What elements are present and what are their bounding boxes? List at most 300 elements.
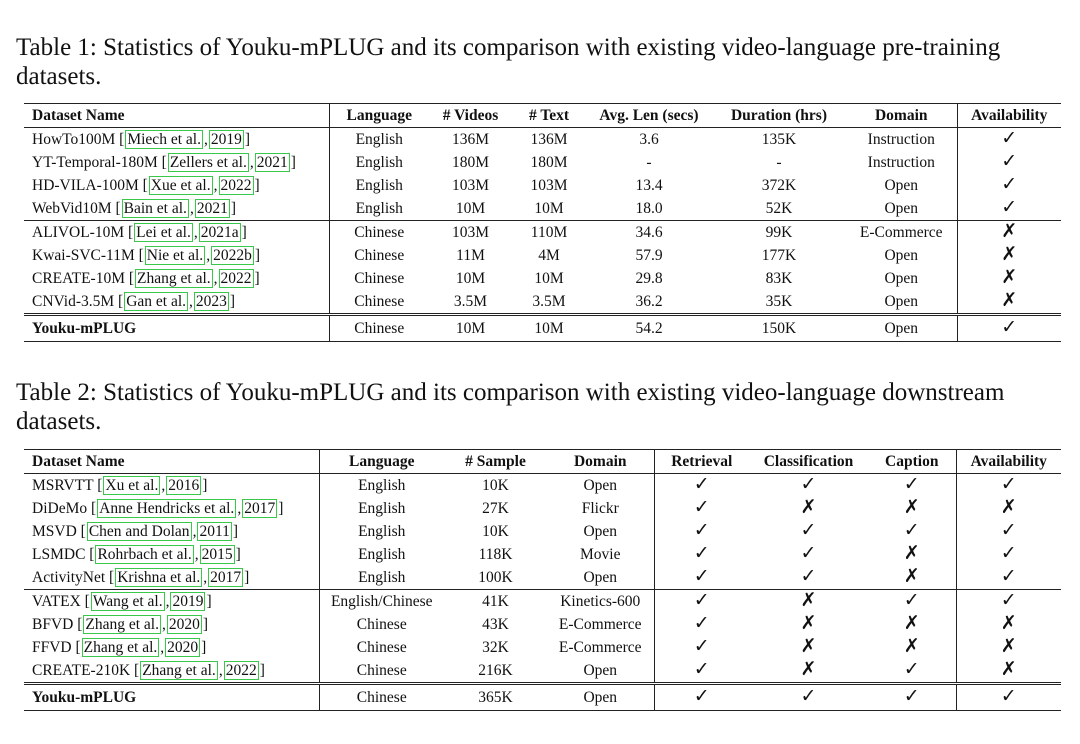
- col-header-videos: # Videos: [442, 106, 499, 124]
- text-cell: 3.5M: [532, 292, 566, 310]
- dataset-name: Youku-mPLUG: [24, 684, 319, 711]
- text-cell: 10M: [534, 319, 564, 337]
- duration-cell: 99K: [712, 221, 846, 245]
- dataset-name: MSRVTT [ Xu et al. , 2016 ]: [24, 474, 319, 498]
- table-row: [24, 197, 1061, 221]
- videos-cell: 103M: [429, 221, 512, 245]
- citation-link[interactable]: Gan et al.: [126, 292, 187, 310]
- check-mark-icon: ✓: [693, 542, 710, 564]
- check-mark-icon: ✓: [693, 565, 710, 587]
- caption-cell: [868, 543, 956, 566]
- caption-cell: [868, 520, 956, 543]
- classification-cell: [749, 543, 868, 566]
- col-header-text: # Text: [528, 106, 570, 124]
- dataset-name-text: ActivityNet [: [32, 568, 115, 586]
- caption-cell: [868, 659, 956, 684]
- citation-year-link[interactable]: 2021: [196, 199, 228, 217]
- classification-cell: [749, 684, 868, 711]
- citation-close-bracket: ]: [241, 223, 247, 241]
- table-row: [24, 151, 1061, 174]
- language-cell: Chinese: [354, 246, 405, 264]
- citation-close-bracket: ]: [254, 269, 260, 287]
- duration-cell: 372K: [761, 176, 797, 194]
- table-row: [24, 566, 1061, 590]
- citation-link[interactable]: Rohrbach et al.: [97, 545, 192, 563]
- language-cell: Chinese: [354, 319, 405, 337]
- check-mark-icon: ✓: [693, 519, 710, 541]
- domain-cell: Movie: [547, 543, 654, 566]
- classification-cell: [749, 566, 868, 590]
- language-cell: English: [355, 176, 403, 194]
- availability-cell: [956, 497, 1061, 520]
- check-mark-icon: ✓: [903, 589, 920, 611]
- citation-year-link[interactable]: 2019: [172, 592, 204, 610]
- citation-close-bracket: ]: [230, 199, 236, 217]
- language-cell: English/Chinese: [319, 590, 444, 614]
- citation-close-bracket: ]: [235, 545, 241, 563]
- videos-cell: 180M: [451, 153, 490, 171]
- availability-cell: [956, 543, 1061, 566]
- check-mark-icon: ✓: [1001, 173, 1018, 195]
- citation-link[interactable]: Miech et al.: [127, 130, 201, 148]
- table-row: [24, 613, 1061, 636]
- cross-mark-icon: ✗: [903, 612, 920, 634]
- citation-year-link[interactable]: 2020: [167, 638, 199, 656]
- table-row: [24, 290, 1061, 315]
- col-header-language: Language: [349, 452, 415, 470]
- retrieval-cell: [654, 613, 749, 636]
- availability-cell: [957, 197, 1061, 221]
- cross-mark-icon: ✗: [1001, 289, 1018, 311]
- citation-year-link[interactable]: 2022: [220, 176, 252, 194]
- caption-cell: [868, 566, 956, 590]
- avg-len-cell: 13.4: [635, 176, 663, 194]
- classification-cell: [749, 474, 868, 498]
- duration-cell: 52K: [765, 199, 793, 217]
- citation-year-link[interactable]: 2016: [168, 476, 200, 494]
- dataset-name: HD-VILA-100M [ Xue et al. , 2022 ]: [24, 174, 329, 197]
- check-mark-icon: ✓: [693, 635, 710, 657]
- check-mark-icon: ✓: [800, 473, 817, 495]
- citation-close-bracket: ]: [206, 592, 212, 610]
- col-header-caption: Caption: [868, 450, 956, 474]
- domain-cell: E-Commerce: [547, 636, 654, 659]
- citation-link[interactable]: Zellers et al.: [169, 153, 247, 171]
- citation-close-bracket: ]: [202, 476, 208, 494]
- avg-len-cell: 29.8: [635, 269, 663, 287]
- check-mark-icon: ✓: [693, 658, 710, 680]
- table-row: [24, 497, 1061, 520]
- duration-cell: -: [776, 153, 782, 171]
- table2-downstream-datasets: [24, 449, 1061, 711]
- retrieval-cell: [654, 543, 749, 566]
- col-header-domain: Domain: [846, 104, 957, 128]
- citation-year-link[interactable]: 2020: [168, 615, 200, 633]
- retrieval-cell: [654, 659, 749, 684]
- citation-year-link[interactable]: 2021: [256, 153, 288, 171]
- citation-close-bracket: ]: [202, 615, 209, 633]
- domain-cell: Open: [547, 520, 654, 543]
- table2-header-row: [24, 450, 1061, 474]
- check-mark-icon: ✓: [693, 589, 710, 611]
- col-header-classification: Classification: [763, 452, 854, 470]
- avg-len-cell: 18.0: [635, 199, 663, 217]
- videos-cell: 136M: [451, 130, 490, 148]
- videos-cell: 10M: [455, 269, 486, 287]
- cross-mark-icon: ✗: [800, 589, 817, 611]
- language-cell: English: [355, 153, 403, 171]
- table-row: [24, 520, 1061, 543]
- citation-close-bracket: ]: [254, 176, 260, 194]
- table1-caption: Table 1: Statistics of Youku-mPLUG and its comparison with existing video-language pre-training datasets.: [16, 34, 1001, 90]
- table-row: [24, 474, 1061, 498]
- citation-year-link[interactable]: 2022b: [213, 246, 252, 264]
- table1-header-row: [24, 104, 1061, 128]
- dataset-name-text: YT-Temporal-180M [: [32, 153, 167, 171]
- domain-cell: E-Commerce: [846, 221, 957, 245]
- text-cell: 180M: [530, 153, 568, 171]
- table-row: [24, 659, 1061, 684]
- availability-cell: [956, 613, 1061, 636]
- language-cell: English: [358, 476, 406, 494]
- check-mark-icon: ✓: [800, 685, 817, 707]
- text-cell: 10M: [534, 269, 564, 287]
- check-mark-icon: ✓: [800, 519, 817, 541]
- cross-mark-icon: ✗: [1001, 243, 1018, 265]
- duration-cell: 177K: [761, 246, 797, 264]
- dataset-name-text: BFVD [: [32, 615, 83, 633]
- table2-youku-row: [24, 684, 1061, 711]
- citation-year-link[interactable]: 2023: [195, 292, 227, 310]
- cross-mark-icon: ✗: [1000, 658, 1017, 680]
- citation-link[interactable]: Chen and Dolan: [88, 522, 190, 540]
- check-mark-icon: ✓: [1000, 473, 1017, 495]
- classification-cell: [749, 590, 868, 614]
- text-cell: 4M: [538, 246, 560, 264]
- citation-close-bracket: ]: [254, 246, 260, 264]
- table-row: [24, 543, 1061, 566]
- col-header-sample: # Sample: [465, 452, 526, 470]
- retrieval-cell: [654, 520, 749, 543]
- domain-cell: Instruction: [846, 151, 957, 174]
- table-row: [24, 174, 1061, 197]
- sample-cell: 41K: [444, 590, 547, 614]
- caption-cell: [868, 590, 956, 614]
- availability-cell: [956, 590, 1061, 614]
- citation-link[interactable]: Krishna et al.: [117, 568, 201, 586]
- col-header-language: Language: [346, 106, 412, 124]
- citation-year-link[interactable]: 2017: [244, 499, 276, 517]
- citation-link[interactable]: Wang et al.: [92, 592, 163, 610]
- citation-link[interactable]: Xue et al.: [150, 176, 211, 194]
- check-mark-icon: ✓: [903, 685, 920, 707]
- classification-cell: [749, 613, 868, 636]
- citation-link[interactable]: Zhang et al.: [85, 615, 159, 633]
- cross-mark-icon: ✗: [1001, 266, 1018, 288]
- dataset-name: WebVid10M [ Bain et al. , 2021 ]: [24, 197, 329, 221]
- citation-close-bracket: ]: [244, 568, 250, 586]
- dataset-name: ActivityNet [ Krishna et al. , 2017 ]: [24, 566, 319, 590]
- language-cell: Chinese: [356, 638, 407, 656]
- cross-mark-icon: ✗: [800, 496, 817, 518]
- sample-cell: 118K: [478, 545, 513, 563]
- retrieval-cell: [654, 684, 749, 711]
- caption-cell: [868, 636, 956, 659]
- domain-cell: Open: [846, 244, 957, 267]
- avg-len-cell: 57.9: [635, 246, 663, 264]
- cross-mark-icon: ✗: [1000, 496, 1017, 518]
- table-row: [24, 267, 1061, 290]
- retrieval-cell: [654, 590, 749, 614]
- caption-cell: [868, 684, 956, 711]
- check-mark-icon: ✓: [903, 658, 920, 680]
- table1-pretraining-datasets: [24, 103, 1061, 342]
- duration-cell: 35K: [765, 292, 793, 310]
- check-mark-icon: ✓: [1000, 519, 1017, 541]
- citation-year-link[interactable]: 2015: [201, 545, 233, 563]
- sample-cell: 216K: [478, 661, 513, 679]
- availability-cell: [957, 290, 1061, 315]
- classification-cell: [749, 520, 868, 543]
- availability-cell: [957, 221, 1061, 245]
- domain-cell: Open: [846, 315, 957, 342]
- citation-link[interactable]: Zhang et al.: [83, 638, 158, 656]
- dataset-name-text: VATEX [: [32, 592, 90, 610]
- citation-year-link[interactable]: 2021a: [200, 223, 239, 241]
- text-cell: 10M: [534, 199, 564, 217]
- check-mark-icon: ✓: [1000, 685, 1017, 707]
- videos-cell: 10M: [455, 319, 486, 337]
- dataset-name-text: FFVD [: [32, 638, 81, 656]
- citation-link[interactable]: Lei et al.: [136, 223, 191, 241]
- language-cell: English: [358, 499, 406, 517]
- domain-cell: Instruction: [846, 128, 957, 152]
- check-mark-icon: ✓: [1000, 589, 1017, 611]
- col-header-duration: Duration (hrs): [730, 106, 827, 124]
- avg-len-cell: -: [646, 153, 652, 171]
- duration-cell: 83K: [765, 269, 793, 287]
- availability-cell: [957, 315, 1061, 342]
- language-cell: English: [358, 568, 406, 586]
- sample-cell: 10K: [482, 522, 509, 540]
- videos-cell: 11M: [456, 246, 485, 264]
- availability-cell: [957, 244, 1061, 267]
- check-mark-icon: ✓: [693, 496, 710, 518]
- citation-year-link[interactable]: 2017: [210, 568, 242, 586]
- language-cell: English: [355, 130, 403, 148]
- sample-cell: 365K: [478, 688, 513, 706]
- citation-link[interactable]: Zhang et al.: [137, 269, 211, 287]
- language-cell: English: [358, 522, 406, 540]
- citation-close-bracket: ]: [232, 522, 239, 540]
- dataset-name: CREATE-10M [ Zhang et al. , 2022 ]: [24, 267, 329, 290]
- classification-cell: [749, 636, 868, 659]
- citation-year-link[interactable]: 2011: [199, 522, 230, 540]
- citation-close-bracket: ]: [290, 153, 296, 171]
- dataset-name-text: MSRVTT [: [32, 476, 103, 494]
- check-mark-icon: ✓: [1000, 565, 1017, 587]
- citation-close-bracket: ]: [201, 638, 207, 656]
- domain-cell: Open: [846, 174, 957, 197]
- citation-link[interactable]: Xu et al.: [105, 476, 159, 494]
- citation-year-link[interactable]: 2022: [220, 269, 252, 287]
- retrieval-cell: [654, 636, 749, 659]
- check-mark-icon: ✓: [1001, 316, 1018, 338]
- dataset-name-text: WebVid10M [: [32, 199, 121, 217]
- sample-cell: 32K: [482, 638, 509, 656]
- check-mark-icon: ✓: [1001, 196, 1018, 218]
- cross-mark-icon: ✗: [903, 496, 920, 518]
- duration-cell: 135K: [761, 130, 797, 148]
- videos-cell: 103M: [451, 176, 490, 194]
- sample-cell: 43K: [482, 615, 509, 633]
- dataset-name: HowTo100M [ Miech et al. , 2019 ]: [24, 128, 329, 152]
- cross-mark-icon: ✗: [800, 658, 817, 680]
- domain-cell: Open: [846, 290, 957, 315]
- language-cell: English: [355, 199, 403, 217]
- avg-len-cell: 3.6: [639, 130, 659, 148]
- dataset-name: CNVid-3.5M [ Gan et al. , 2023 ]: [24, 290, 329, 315]
- caption-cell: [868, 474, 956, 498]
- language-cell: English: [358, 545, 406, 563]
- dataset-name-text: Kwai-SVC-11M [: [32, 246, 144, 264]
- avg-len-cell: 34.6: [586, 221, 712, 245]
- dataset-name: LSMDC [ Rohrbach et al. , 2015 ]: [24, 543, 319, 566]
- availability-cell: [956, 684, 1061, 711]
- citation-link[interactable]: Bain et al.: [123, 199, 187, 217]
- col-header-retrieval: Retrieval: [671, 452, 733, 470]
- check-mark-icon: ✓: [903, 473, 920, 495]
- availability-cell: [957, 174, 1061, 197]
- citation-year-link[interactable]: 2019: [210, 130, 242, 148]
- domain-cell: E-Commerce: [547, 613, 654, 636]
- col-header-domain: Domain: [547, 450, 654, 474]
- domain-cell: Open: [547, 474, 654, 498]
- dataset-name: VATEX [ Wang et al. , 2019 ]: [24, 590, 319, 614]
- citation-close-bracket: ]: [244, 130, 250, 148]
- citation-close-bracket: ]: [259, 661, 265, 679]
- col-header-availability: Availability: [970, 452, 1047, 470]
- col-header-avg-len: Avg. Len (secs): [599, 106, 699, 124]
- caption-cell: [868, 497, 956, 520]
- dataset-name: MSVD [ Chen and Dolan , 2011 ]: [24, 520, 319, 543]
- cross-mark-icon: ✗: [1001, 220, 1018, 242]
- language-cell: Chinese: [356, 688, 407, 706]
- sample-cell: 27K: [482, 499, 509, 517]
- retrieval-cell: [654, 566, 749, 590]
- domain-cell: Flickr: [547, 497, 654, 520]
- citation-close-bracket: ]: [229, 292, 236, 310]
- language-cell: Chinese: [356, 661, 407, 679]
- availability-cell: [956, 520, 1061, 543]
- text-cell: 110M: [512, 221, 586, 245]
- language-cell: Chinese: [354, 292, 405, 310]
- dataset-name: FFVD [ Zhang et al. , 2020 ]: [24, 636, 319, 659]
- text-cell: 136M: [530, 130, 568, 148]
- dataset-name-text: CREATE-10M [: [32, 269, 135, 287]
- retrieval-cell: [654, 497, 749, 520]
- dataset-name-text: CREATE-210K [: [32, 661, 140, 679]
- avg-len-cell: 36.2: [635, 292, 663, 310]
- check-mark-icon: ✓: [1001, 150, 1018, 172]
- table2-caption: Table 2: Statistics of Youku-mPLUG and its comparison with existing video-language downstream datasets.: [16, 379, 1005, 435]
- cross-mark-icon: ✗: [1000, 612, 1017, 634]
- dataset-name-text: ALIVOL-10M [: [32, 223, 134, 241]
- check-mark-icon: ✓: [693, 473, 710, 495]
- col-header-dataset-name: Dataset Name: [24, 104, 329, 128]
- cross-mark-icon: ✗: [800, 612, 817, 634]
- cross-mark-icon: ✗: [903, 565, 920, 587]
- classification-cell: [749, 497, 868, 520]
- check-mark-icon: ✓: [693, 612, 710, 634]
- caption-cell: [868, 613, 956, 636]
- check-mark-icon: ✓: [800, 542, 817, 564]
- duration-cell: 150K: [761, 319, 797, 337]
- avg-len-cell: 54.2: [635, 319, 663, 337]
- table-row: [24, 221, 1061, 245]
- table1-youku-row: [24, 315, 1061, 342]
- videos-cell: 10M: [455, 199, 486, 217]
- cross-mark-icon: ✗: [800, 635, 817, 657]
- domain-cell: Kinetics-600: [547, 590, 654, 614]
- language-cell: Chinese: [356, 615, 407, 633]
- check-mark-icon: ✓: [903, 519, 920, 541]
- sample-cell: 100K: [478, 568, 513, 586]
- table-row: [24, 244, 1061, 267]
- sample-cell: 10K: [482, 476, 509, 494]
- domain-cell: Open: [547, 659, 654, 684]
- dataset-name-text: HD-VILA-100M [: [32, 176, 148, 194]
- cross-mark-icon: ✗: [903, 542, 920, 564]
- citation-year-link[interactable]: 2022: [225, 661, 257, 679]
- availability-cell: [956, 474, 1061, 498]
- domain-cell: Open: [846, 267, 957, 290]
- domain-cell: Open: [846, 197, 957, 221]
- col-header-dataset-name: Dataset Name: [24, 450, 319, 474]
- availability-cell: [957, 151, 1061, 174]
- dataset-name: DiDeMo [ Anne Hendricks et al. , 2017 ]: [24, 497, 319, 520]
- dataset-name-text: MSVD [: [32, 522, 86, 540]
- table-row: [24, 128, 1061, 152]
- availability-cell: [956, 566, 1061, 590]
- citation-close-bracket: ]: [278, 499, 284, 517]
- dataset-name: YT-Temporal-180M [ Zellers et al. , 2021 ]: [24, 151, 329, 174]
- domain-cell: Open: [547, 684, 654, 711]
- dataset-name: BFVD [ Zhang et al. , 2020 ]: [24, 613, 319, 636]
- cross-mark-icon: ✗: [1000, 635, 1017, 657]
- classification-cell: [749, 659, 868, 684]
- dataset-name: CREATE-210K [ Zhang et al. , 2022 ]: [24, 659, 319, 684]
- table-row: [24, 590, 1061, 614]
- citation-link[interactable]: Zhang et al.: [142, 661, 216, 679]
- dataset-name: Youku-mPLUG: [24, 315, 329, 342]
- language-cell: Chinese: [329, 221, 429, 245]
- retrieval-cell: [654, 474, 749, 498]
- dataset-name: Kwai-SVC-11M [ Nie et al. , 2022b ]: [24, 244, 329, 267]
- availability-cell: [957, 128, 1061, 152]
- domain-cell: Open: [547, 566, 654, 590]
- dataset-name-text: HowTo100M [: [32, 130, 125, 148]
- citation-link[interactable]: Nie et al.: [146, 246, 204, 264]
- dataset-name-text: LSMDC [: [32, 545, 95, 563]
- videos-cell: 3.5M: [453, 292, 488, 310]
- check-mark-icon: ✓: [800, 565, 817, 587]
- table-row: [24, 636, 1061, 659]
- citation-link[interactable]: Anne Hendricks et al.: [99, 499, 235, 517]
- check-mark-icon: ✓: [693, 685, 710, 707]
- check-mark-icon: ✓: [1001, 127, 1018, 149]
- language-cell: Chinese: [354, 269, 405, 287]
